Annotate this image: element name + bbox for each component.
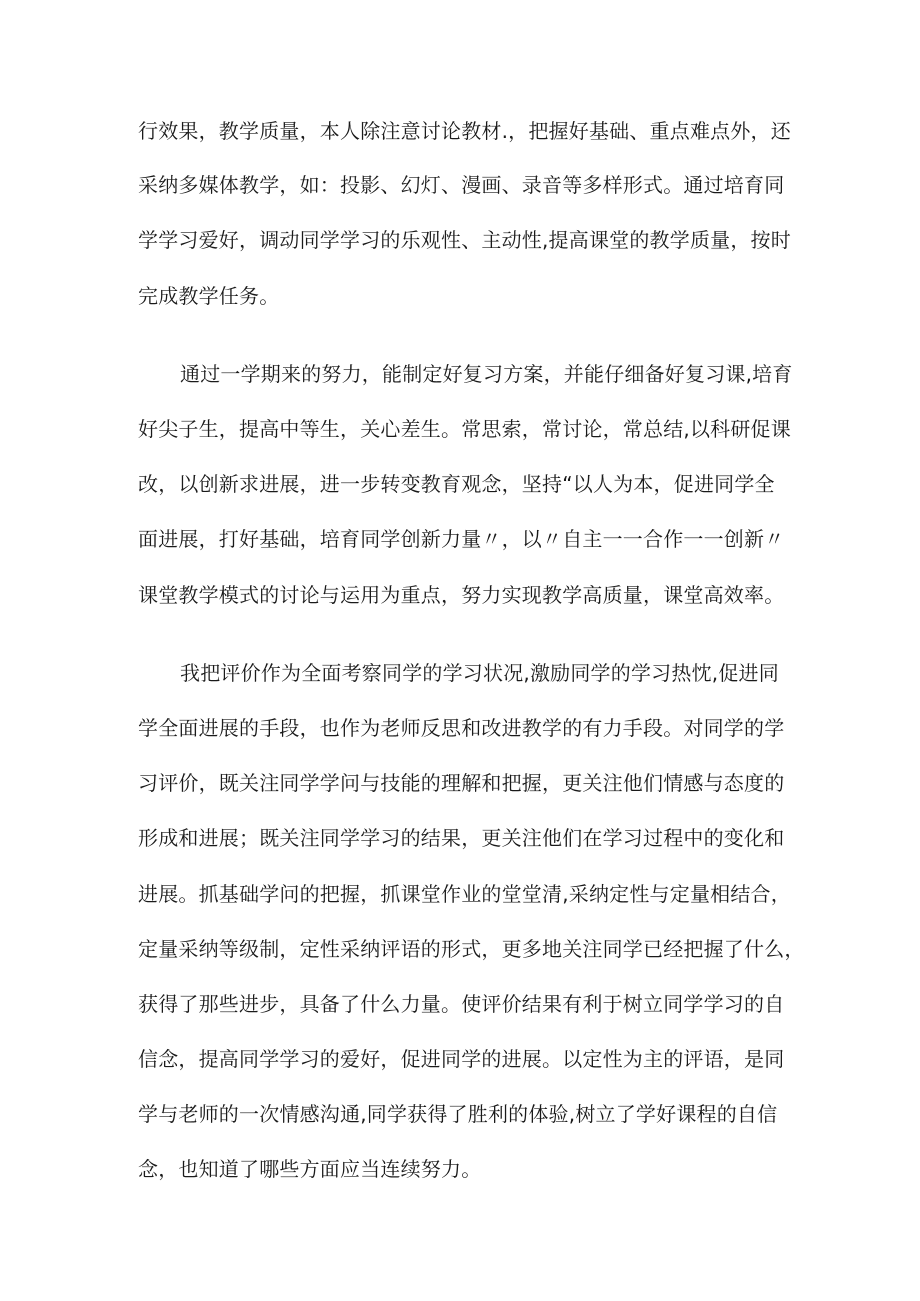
text-line: 学全面进展的手段，也作为老师反思和改进教学的有力手段。对同学的学	[138, 716, 785, 740]
text-line: 我把评价作为全面考察同学的学习状况,激励同学的学习热忱,促进同	[180, 661, 779, 685]
text-line: 习评价，既关注同学学问与技能的理解和把握，更关注他们情感与态度的	[138, 771, 785, 795]
text-line: 形成和进展；既关注同学学习的结果，更关注他们在学习过程中的变化和	[138, 826, 785, 850]
text-line: 信念，提高同学学习的爱好，促进同学的进展。以定性为主的评语，是同	[138, 1047, 785, 1071]
text-line: 定量采纳等级制，定性采纳评语的形式，更多地关注同学已经把握了什么，	[138, 937, 805, 961]
text-line: 获得了那些进步，具备了什么力量。使评价结果有利于树立同学学习的自	[138, 992, 785, 1016]
text-line: 念，也知道了哪些方面应当连续努力。	[138, 1157, 482, 1181]
text-line: 行效果，教学质量，本人除注意讨论教材.，把握好基础、重点难点外，还	[138, 119, 791, 143]
text-line: 学与老师的一次情感沟通,同学获得了胜利的体验,树立了学好课程的自信	[138, 1102, 778, 1126]
text-line: 采纳多媒体教学，如：投影、幻灯、漫画、录音等多样形式。通过培育同	[138, 173, 785, 197]
text-line: 进展。抓基础学问的把握，抓课堂作业的堂堂清,采纳定性与定量相结合，	[138, 882, 791, 906]
text-line: 完成教学任务。	[138, 284, 280, 308]
text-line: 好尖子生，提高中等生，关心差生。常思索，常讨论，常总结,以科研促课	[138, 417, 791, 441]
text-line: 面进展，打好基础，培育同学创新力量〃，以〃自主一一合作一一创新〃	[138, 527, 785, 551]
text-line: 课堂教学模式的讨论与运用为重点，努力实现教学高质量，课堂高效率。	[138, 583, 785, 607]
text-line: 学学习爱好，调动同学学习的乐观性、主动性,提高课堂的教学质量，按时	[138, 228, 791, 252]
text-line: 通过一学期来的努力，能制定好复习方案，并能仔细备好复习课,培育	[180, 362, 793, 386]
text-line: 改，以创新求进展，进一步转变教育观念，坚持“以人为本，促进同学全	[138, 472, 775, 496]
